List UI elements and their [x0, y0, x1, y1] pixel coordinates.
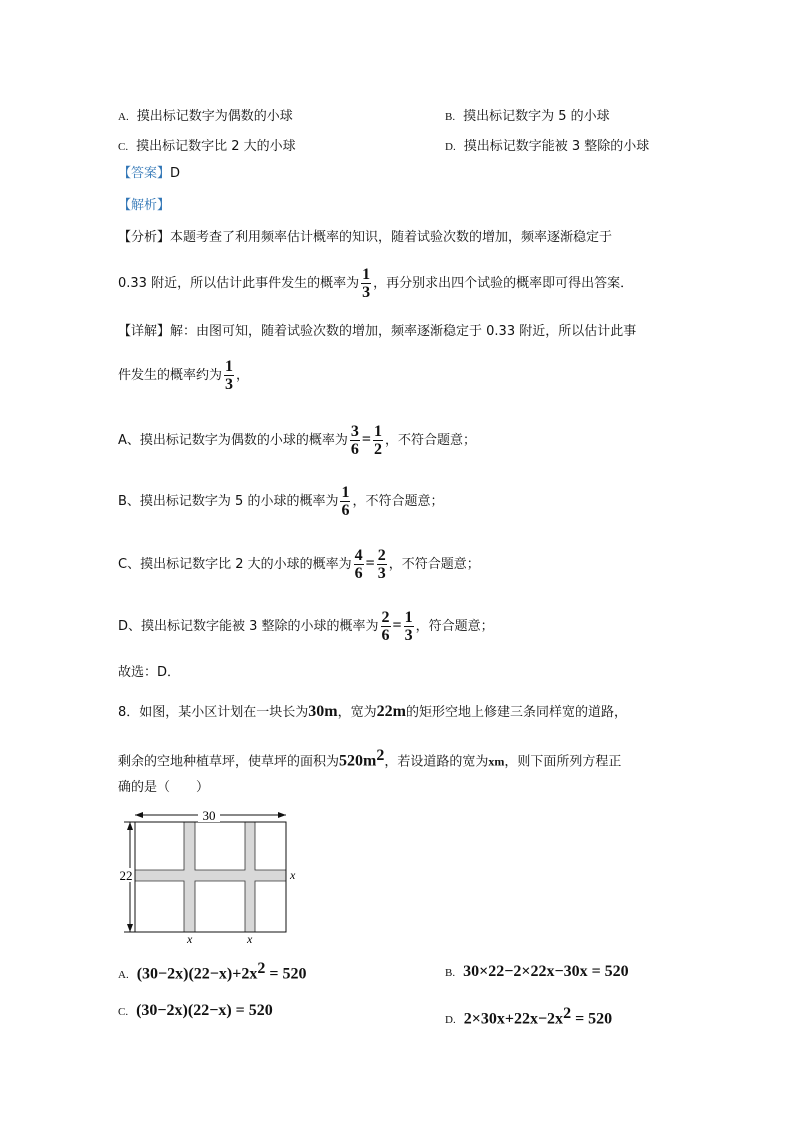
denominator: 6: [354, 565, 363, 582]
option-letter: A.: [118, 969, 129, 982]
road-label: x: [290, 868, 296, 882]
option-text: 摸出标记数字能被 3 整除的小球: [463, 139, 650, 154]
eq-option-b: [445, 963, 629, 981]
option-text: 摸出标记数字为 5 的小球: [463, 109, 610, 124]
option-letter: D.: [445, 141, 456, 153]
fenxi-line1: [118, 230, 612, 246]
q8-text: ，若设道路的宽为: [384, 754, 489, 770]
fenxi-text: ，再分别求出四个试验的概率即可得出答案．: [373, 276, 634, 291]
exponent: 2: [563, 1005, 572, 1022]
width-label: 30: [202, 808, 216, 823]
numerator: 2: [381, 609, 390, 626]
analysis-heading: [118, 198, 170, 214]
eq-option-c: [118, 1002, 273, 1020]
conclusion: 故选：D．: [118, 665, 181, 680]
horizontal-road: [135, 870, 286, 881]
fenxi-text: 本题考查了利用频率估计概率的知识，随着试验次数的增加，频率逐渐稳定于: [170, 230, 613, 245]
fenxi-tag: 【分析】: [118, 230, 171, 245]
height-label: 22: [119, 868, 133, 883]
detail-tag: 【详解】: [118, 324, 171, 339]
exponent: 2: [376, 747, 385, 764]
fenxi-line2: [118, 266, 633, 302]
equation: 2×30x+22x−2x: [463, 1010, 564, 1028]
case-tail: ，符合题意；: [415, 619, 494, 634]
case-line: [118, 420, 476, 461]
denominator: 6: [381, 627, 390, 644]
answer-tag: 【答案】: [118, 166, 171, 181]
equation: (30−2x)(22−x) = 520: [136, 1002, 273, 1019]
numerator: 1: [225, 358, 234, 375]
road-label: x: [247, 932, 253, 946]
analysis-tag: 【解析】: [118, 198, 171, 213]
option-letter: B.: [445, 967, 456, 979]
fraction: [404, 609, 414, 644]
eq-option-d: [445, 1005, 612, 1028]
numerator: 2: [377, 547, 386, 564]
case-tail: ，不符合题意；: [388, 557, 480, 572]
numerator: 3: [350, 423, 359, 440]
case-line: [118, 606, 494, 647]
case-text: C、摸出标记数字比 2 大的小球的概率为: [118, 557, 352, 572]
equation: = 520: [265, 965, 307, 983]
fraction: [381, 609, 391, 644]
denominator: 6: [350, 441, 359, 458]
equation: = 520: [571, 1010, 613, 1028]
numerator: 1: [362, 266, 371, 283]
case-text: B、摸出标记数字为 5 的小球的概率为: [118, 494, 339, 509]
detail-line2: [118, 358, 249, 394]
case-tail: ，不符合题意；: [352, 494, 444, 509]
detail-text: ，: [236, 368, 250, 383]
option-letter: C.: [118, 1006, 129, 1018]
road-label: x: [187, 932, 193, 946]
fenxi-text: 0.33 附近，所以估计此事件发生的概率为: [118, 276, 360, 291]
vertical-road-1: [184, 822, 195, 932]
fraction: [377, 547, 387, 582]
option-c: [118, 135, 296, 154]
equals-sign: =: [361, 431, 372, 448]
case-line: [118, 544, 480, 585]
answer-line: [118, 166, 180, 182]
fraction: [354, 547, 364, 582]
denominator: 3: [362, 284, 371, 301]
eq-option-a: [118, 960, 307, 983]
fraction: [224, 358, 234, 393]
detail-text: 件发生的概率约为: [118, 368, 223, 383]
numerator: 1: [374, 423, 383, 440]
road-diagram: [110, 800, 310, 950]
option-a: [118, 105, 293, 124]
equation: 30×22−2×22x−30x = 520: [463, 963, 629, 980]
q8-text: ，则下面所列方程正: [504, 754, 622, 770]
math-30m: 30m: [308, 703, 338, 720]
q8-text: ，宽为: [337, 705, 377, 720]
math-22m: 22m: [376, 703, 406, 720]
vertical-road-2: [245, 822, 255, 932]
math-xm: xm: [488, 754, 505, 769]
case-text: D、摸出标记数字能被 3 整除的小球的概率为: [118, 619, 379, 634]
numerator: 4: [354, 547, 363, 564]
fraction: [373, 423, 383, 458]
fraction: [340, 484, 350, 519]
option-text: 摸出标记数字比 2 大的小球: [136, 139, 296, 154]
option-b: [445, 105, 610, 124]
option-d: [445, 135, 649, 154]
q8-line3: 确的是（ ）: [118, 780, 210, 795]
denominator: 3: [225, 376, 234, 393]
q8-text: 8．如图，某小区计划在一块长为: [118, 705, 309, 720]
detail-text: 解：由图可知，随着试验次数的增加，频率逐渐稳定于 0.33 附近，所以估计此事: [170, 324, 637, 339]
equation: (30−2x)(22−x)+2x: [136, 965, 258, 983]
equals-sign: =: [392, 617, 402, 634]
denominator: 6: [341, 502, 350, 519]
numerator: 1: [341, 484, 350, 501]
numerator: 1: [404, 609, 413, 626]
case-tail: ，不符合题意；: [385, 433, 477, 448]
option-letter: D.: [445, 1014, 456, 1027]
option-text: 摸出标记数字为偶数的小球: [136, 109, 293, 124]
answer-value: D: [170, 166, 181, 181]
q8-line1: [118, 704, 627, 721]
detail-line1: [118, 324, 636, 340]
option-letter: C.: [118, 141, 129, 153]
denominator: 2: [374, 441, 383, 458]
math-520m2: 520m: [339, 752, 377, 770]
option-letter: B.: [445, 111, 456, 123]
option-letter: A.: [118, 111, 129, 123]
q8-text: 的矩形空地上修建三条同样宽的道路，: [405, 705, 627, 720]
fraction: [361, 266, 371, 301]
q8-text: 剩余的空地种植草坪，使草坪的面积为: [118, 754, 340, 770]
case-line: [118, 482, 443, 522]
case-text: A、摸出标记数字为偶数的小球的概率为: [118, 433, 348, 448]
equals-sign: =: [365, 555, 375, 572]
q8-line2: [118, 748, 621, 770]
denominator: 3: [404, 627, 413, 644]
exponent: 2: [257, 960, 266, 977]
denominator: 3: [377, 565, 386, 582]
fraction: [350, 423, 360, 458]
